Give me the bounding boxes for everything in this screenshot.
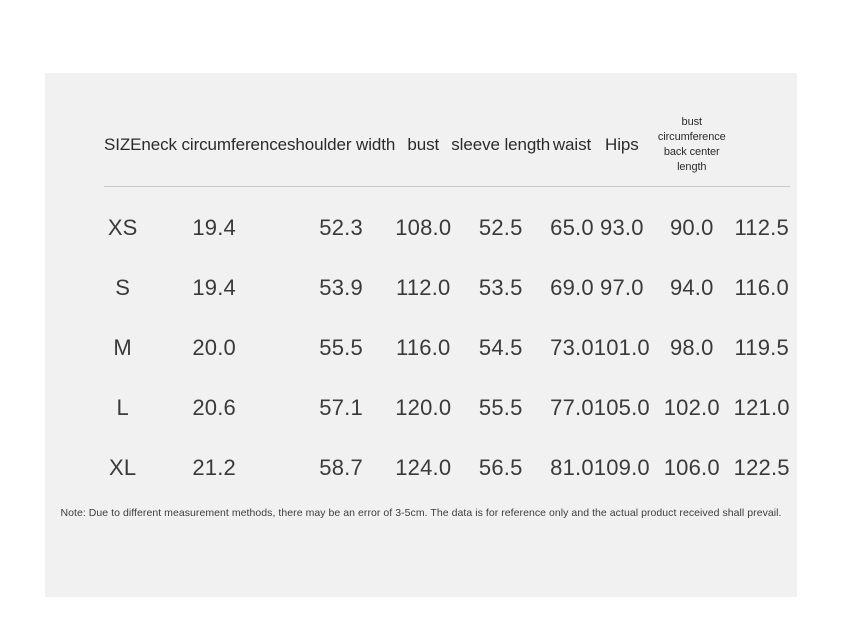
cell-shoulder-width: 55.5 — [319, 335, 363, 361]
cell-back-center-length: 119.5 — [734, 335, 789, 361]
cell-hips: 109.0 — [593, 455, 650, 481]
size-chart-panel — [45, 73, 797, 597]
cell-bust-circumference: 98.0 — [669, 335, 714, 361]
cell-size: S — [115, 275, 131, 301]
cell-bust: 108.0 — [395, 215, 452, 241]
cell-neck-circumference: 20.0 — [192, 335, 236, 361]
header-bust-circumference-back-center-length: bust circumference back center length — [657, 116, 726, 173]
cell-neck-circumference: 20.6 — [192, 395, 236, 421]
cell-hips: 105.0 — [593, 395, 650, 421]
cell-size: M — [113, 335, 132, 361]
measurement-note: Note: Due to different measurement methods, there may be an error of 3-5cm. The data is for reference only and the actual product received shall prevail. — [60, 507, 782, 519]
cell-bust-circumference: 102.0 — [663, 395, 720, 421]
header-bust: bust — [407, 134, 440, 154]
cell-size: XL — [109, 455, 137, 481]
cell-bust: 124.0 — [395, 455, 452, 481]
header-shoulder-width: shoulder width — [286, 134, 396, 154]
cell-shoulder-width: 53.9 — [319, 275, 363, 301]
cell-shoulder-width: 52.3 — [319, 215, 363, 241]
table-row — [104, 438, 790, 498]
cell-back-center-length: 112.5 — [734, 215, 789, 241]
cell-size: XS — [107, 215, 138, 241]
cell-sleeve-length: 55.5 — [478, 395, 523, 421]
size-table-container — [104, 115, 790, 498]
cell-waist: 65.0 — [550, 215, 594, 241]
header-hips: Hips — [605, 134, 639, 154]
cell-neck-circumference: 19.4 — [192, 215, 236, 241]
cell-sleeve-length: 56.5 — [478, 455, 523, 481]
table-row — [104, 378, 790, 438]
cell-back-center-length: 122.5 — [733, 455, 790, 481]
table-row — [104, 258, 790, 318]
cell-bust-circumference: 106.0 — [663, 455, 720, 481]
cell-back-center-length: 116.0 — [734, 275, 789, 301]
cell-waist: 73.0 — [550, 335, 594, 361]
size-table-header — [104, 115, 790, 187]
cell-waist: 69.0 — [550, 275, 594, 301]
header-neck-circumference: neck circumference — [141, 134, 287, 154]
cell-size: L — [116, 395, 129, 421]
header-sleeve-length: sleeve length — [451, 134, 551, 154]
table-row — [104, 318, 790, 378]
cell-sleeve-length: 54.5 — [478, 335, 523, 361]
cell-bust-circumference: 94.0 — [669, 275, 714, 301]
cell-sleeve-length: 52.5 — [478, 215, 523, 241]
cell-waist: 77.0 — [550, 395, 594, 421]
table-header-row — [104, 115, 790, 187]
table-row — [104, 187, 790, 259]
cell-hips: 93.0 — [600, 215, 644, 241]
header-waist: waist — [552, 134, 592, 154]
cell-bust-circumference: 90.0 — [669, 215, 714, 241]
cell-sleeve-length: 53.5 — [478, 275, 523, 301]
header-size: SIZE — [104, 134, 142, 154]
cell-neck-circumference: 21.2 — [192, 455, 236, 481]
cell-hips: 101.0 — [593, 335, 650, 361]
cell-bust: 120.0 — [395, 395, 452, 421]
cell-hips: 97.0 — [600, 275, 644, 301]
cell-waist: 81.0 — [550, 455, 594, 481]
cell-bust: 116.0 — [396, 335, 451, 361]
size-table — [104, 115, 790, 498]
cell-shoulder-width: 58.7 — [319, 455, 363, 481]
cell-shoulder-width: 57.1 — [319, 395, 363, 421]
cell-bust: 112.0 — [396, 275, 451, 301]
size-table-body — [104, 187, 790, 499]
cell-neck-circumference: 19.4 — [192, 275, 236, 301]
cell-back-center-length: 121.0 — [733, 395, 790, 421]
